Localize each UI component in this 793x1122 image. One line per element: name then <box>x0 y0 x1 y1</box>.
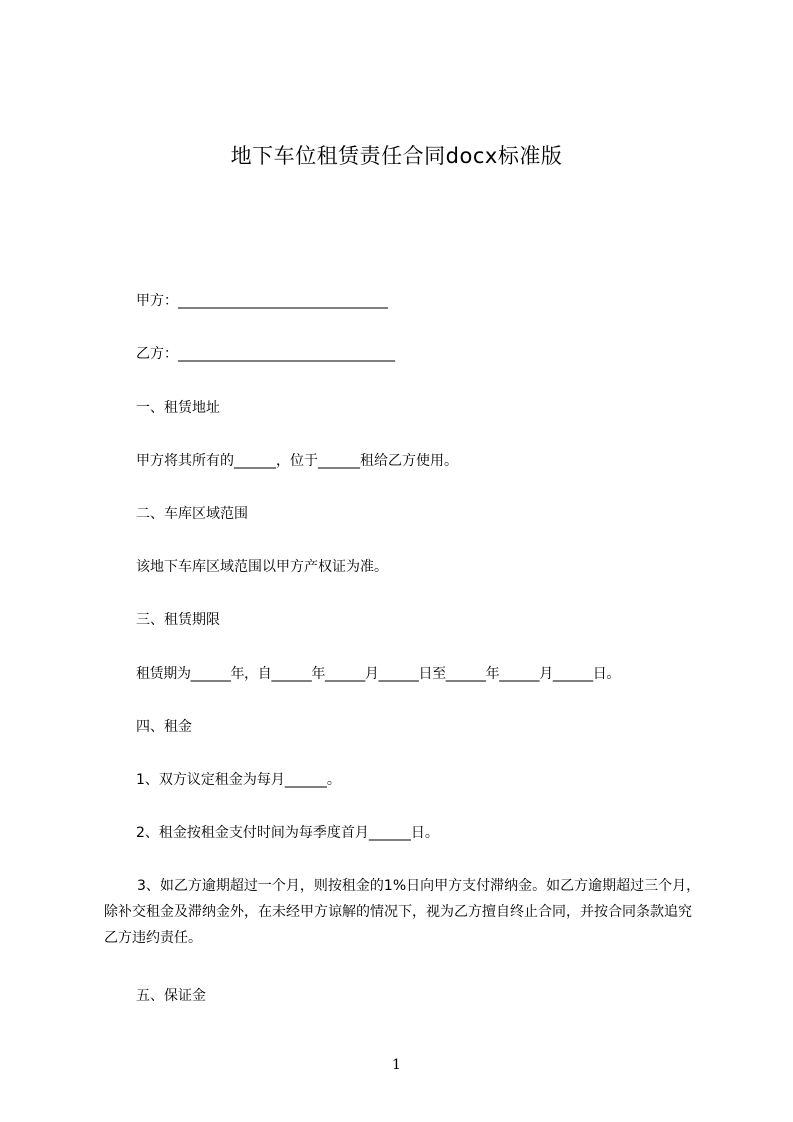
section-4-item-1: 1、双方议定租金为每月______。 <box>136 772 341 788</box>
section-4-heading: 四、租金 <box>136 719 192 735</box>
section-5-heading: 五、保证金 <box>136 988 206 1004</box>
section-2-heading: 二、车库区域范围 <box>136 506 248 522</box>
page-number: 1 <box>392 1057 401 1073</box>
section-1-heading: 一、租赁地址 <box>136 400 220 416</box>
section-2-text: 该地下车库区域范围以甲方产权证为准。 <box>136 559 388 575</box>
party-b-line: 乙方：_______________________________ <box>136 346 395 362</box>
section-4-item-2: 2、租金按租金支付时间为每季度首月______日。 <box>136 825 439 841</box>
section-4-item-3: 3、如乙方逾期超过一个月，则按租金的1%日向甲方支付滞纳金。如乙方逾期超过三个月，除补交租金及滞纳金外，在未经甲方谅解的情况下，视为乙方擅自终止合同，并按合同条款追究乙方违约责任。 <box>104 878 701 946</box>
section-3-heading: 三、租赁期限 <box>136 612 220 628</box>
section-1-text: 甲方将其所有的______，位于______租给乙方使用。 <box>136 453 458 469</box>
document-title: 地下车位租赁责任合同docx标准版 <box>230 144 563 168</box>
party-a-line: 甲方：______________________________ <box>136 293 388 309</box>
section-3-text: 租赁期为______年，自______年______月______日至______年______月______日。 <box>136 666 621 682</box>
